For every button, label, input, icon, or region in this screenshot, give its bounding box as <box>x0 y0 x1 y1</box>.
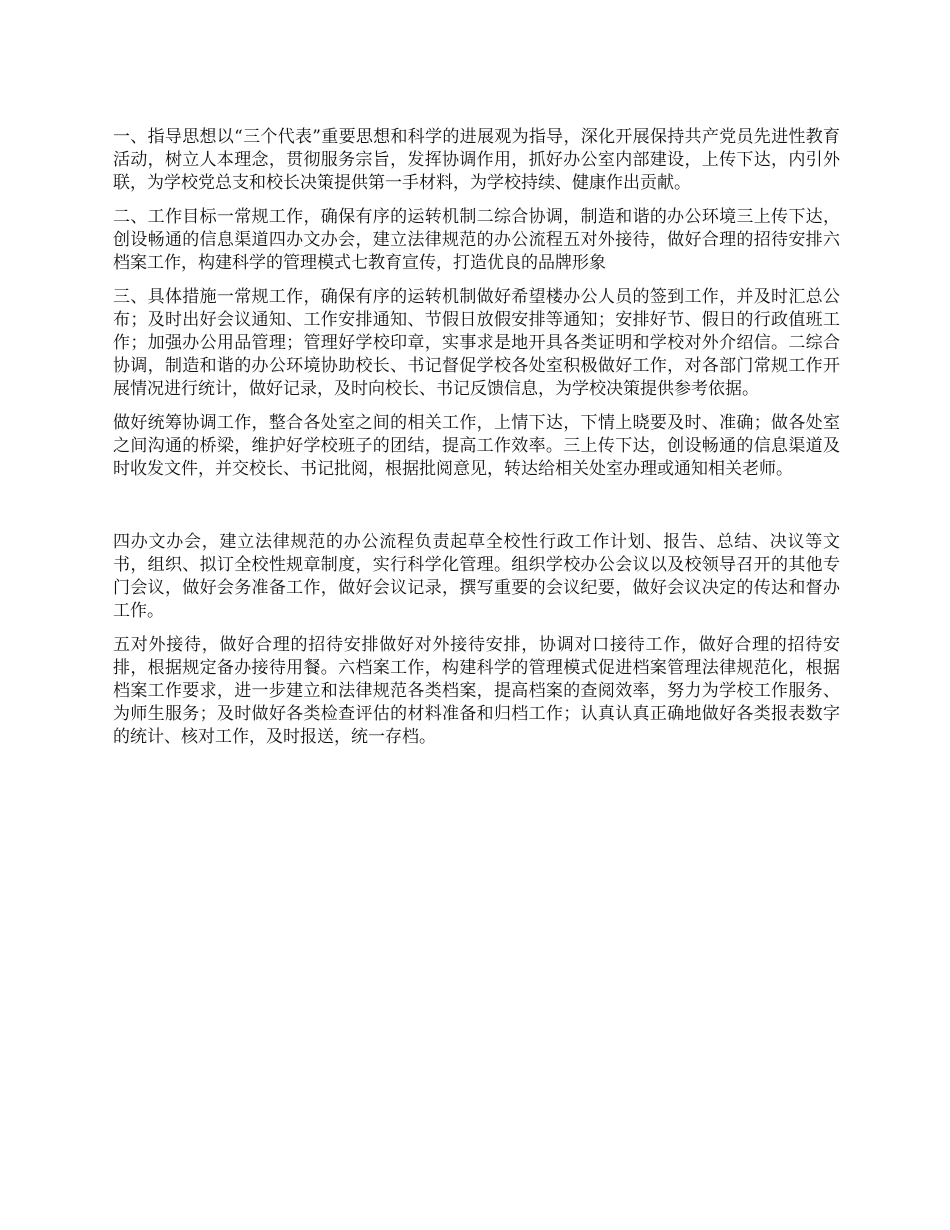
paragraph-coordination: 做好统筹协调工作，整合各处室之间的相关工作，上情下达，下情上晓要及时、准确；做各处室之间沟通的桥梁，维护好学校班子的团结，提高工作效率。三上传下达，创设畅通的信息渠道及时收发文件，并交校长、书记批阅，根据批阅意见，转达给相关处室办理或通知相关老师。 <box>113 413 840 479</box>
paragraph-reception-archives: 五对外接待，做好合理的招待安排做好对外接待安排，协调对口接待工作，做好合理的招待安排，根据规定备办接待用餐。六档案工作，构建科学的管理模式促进档案管理法律规范化，根据档案工作要求，进一步建立和法律规范各类档案，提高档案的查阅效率，努力为学校工作服务、为师生服务；及时做好各类检查评估的材料准备和归档工作；认真认真正确地做好各类报表数字的统计、核对工作，及时报送，统一存档。 <box>113 635 840 747</box>
document-body <box>113 126 840 760</box>
paragraph-gap <box>113 492 840 531</box>
paragraph-specific-measures: 三、具体措施一常规工作，确保有序的运转机制做好希望楼办公人员的签到工作，并及时汇总公布；及时出好会议通知、工作安排通知、节假日放假安排等通知；安排好节、假日的行政值班工作；加强办公用品管理；管理好学校印章，实事求是地开具各类证明和学校对外介绍信。二综合协调，制造和谐的办公环境协助校长、书记督促学校各处室积极做好工作，对各部门常规工作开展情况进行统计，做好记录，及时向校长、书记反馈信息，为学校决策提供参考依据。 <box>113 287 840 399</box>
paragraph-document-meetings: 四办文办会，建立法律规范的办公流程负责起草全校性行政工作计划、报告、总结、决议等文书，组织、拟订全校性规章制度，实行科学化管理。组织学校办公会议以及校领导召开的其他专门会议，做好会务准备工作，做好会议记录，撰写重要的会议纪要，做好会议决定的传达和督办工作。 <box>113 532 840 621</box>
paragraph-guiding-ideology: 一、指导思想以“三个代表”重要思想和科学的进展观为指导，深化开展保持共产党员先进性教育活动，树立人本理念，贯彻服务宗旨，发挥协调作用，抓好办公室内部建设，上传下达，内引外联，为学校党总支和校长决策提供第一手材料，为学校持续、健康作出贡献。 <box>113 127 840 193</box>
paragraph-work-goals: 二、工作目标一常规工作，确保有序的运转机制二综合协调，制造和谐的办公环境三上传下达，创设畅通的信息渠道四办文办会，建立法律规范的办公流程五对外接待，做好合理的招待安排六档案工作，构建科学的管理模式七教育宣传，打造优良的品牌形象 <box>113 207 840 273</box>
